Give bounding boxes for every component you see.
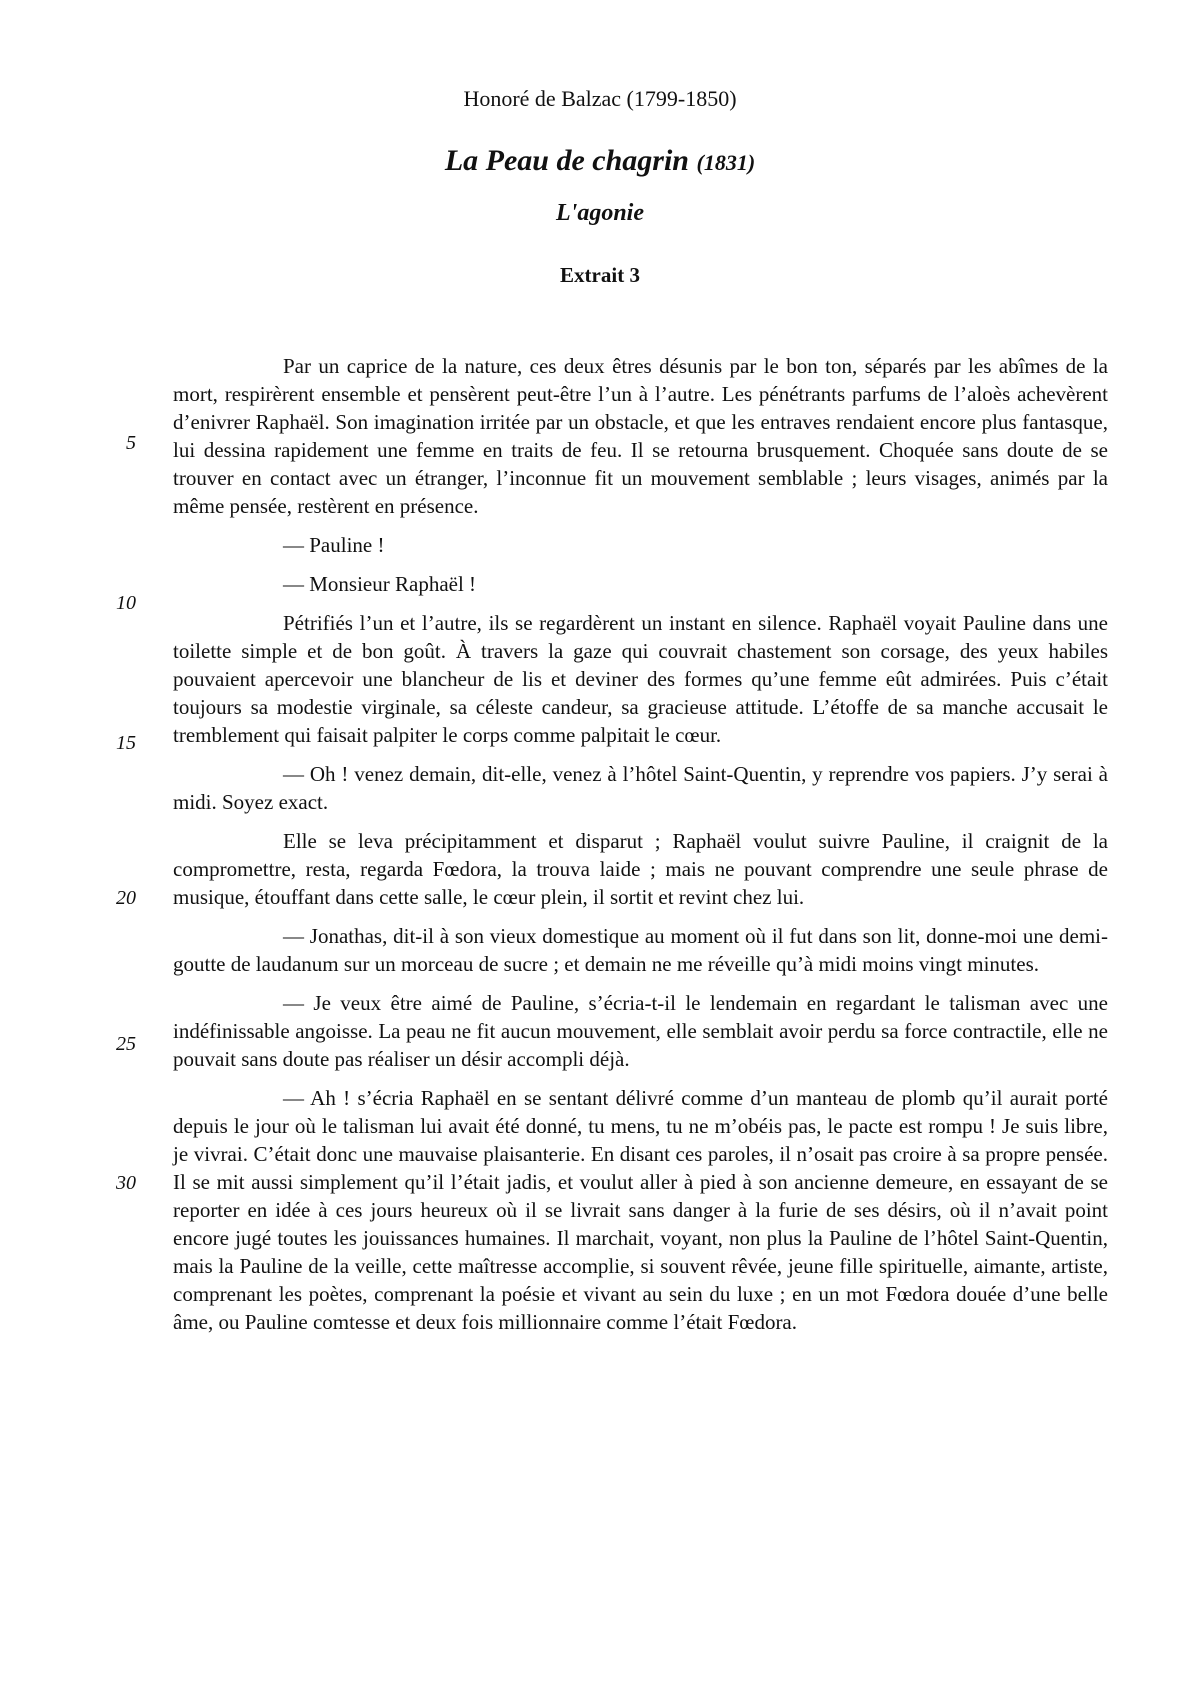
paragraph: Pétrifiés l’un et l’autre, ils se regardèrent un instant en silence. Raphaël voyait Pauline dans une toilette simple et de bon goût. À travers la gaze qui couvrait chastement son corsage, des yeux habiles pouvaient apercevoir une blancheur de lis et deviner des formes qu’une femme eût admirées. Puis c’était toujours sa modestie virginale, sa céleste candeur, sa gracieuse attitude. L’étoffe de sa manche accusait le tremblement qui faisait palpiter le corps comme palpitait le cœur.: [173, 611, 1108, 747]
paragraph: Elle se leva précipitamment et disparut ; Raphaël voulut suivre Pauline, il craignit de la compromettre, resta, regarda Fœdora, la trouva laide ; mais ne pouvant comprendre une seule phrase de musique, étouffant dans cette salle, le cœur plein, il sortit et revint chez lui.: [173, 829, 1108, 909]
extract-label: Extrait 3: [560, 263, 640, 287]
paragraph: — Je veux être aimé de Pauline, s’écria-t-il le lendemain en regardant le talisman avec une indéfinissable angoisse. La peau ne fit aucun mouvement, elle semblait avoir perdu sa force contractile, elle ne pouvait sans doute pas réaliser un désir accompli déjà.: [173, 991, 1108, 1071]
line-number-20: 20: [116, 887, 136, 909]
paragraph: — Jonathas, dit-il à son vieux domestique au moment où il fut dans son lit, donne-moi une demi-goutte de laudanum sur un morceau de sucre ; et demain ne me réveille qu’à midi moins vingt minutes.: [173, 924, 1108, 976]
title-year: (1831): [696, 150, 756, 175]
line-number-5: 5: [126, 432, 136, 454]
paragraph: — Pauline !: [283, 533, 385, 557]
title-text: La Peau de chagrin: [444, 144, 689, 177]
paragraph: — Ah ! s’écria Raphaël en se sentant délivré comme d’un manteau de plomb qu’il aurait porté depuis le jour où le talisman lui avait été donné, tu mens, tu ne m’obéis pas, le pacte est rompu ! Je suis libre, je vivrai. C’était donc une mauvaise plaisanterie. En disant ces paroles, il n’osait pas croire à sa propre pensée. Il se mit aussi simplement qu’il l’était jadis, et voulut aller à pied à son ancienne demeure, en essayant de se reporter en idée à ces jours heureux où il se livrait sans danger à la furie de ses désirs, où il n’avait point encore jugé toutes les jouissances humaines. Il marchait, voyant, non plus la Pauline de l’hôtel Saint-Quentin, mais la Pauline de la veille, cette maîtresse accomplie, si souvent rêvée, jeune fille spirituelle, aimante, artiste, comprenant les poètes, comprenant la poésie et vivant au sein du luxe ; en un mot Fœdora douée d’une belle âme, ou Pauline comtesse et deux fois millionnaire comme l’était Fœdora.: [173, 1086, 1108, 1334]
extract-body: [173, 352, 1108, 1347]
line-number-15: 15: [116, 732, 136, 754]
paragraph: — Oh ! venez demain, dit-elle, venez à l’hôtel Saint-Quentin, y reprendre vos papiers. J’y serai à midi. Soyez exact.: [173, 762, 1108, 814]
line-number-30: 30: [116, 1172, 136, 1194]
chapter-subtitle: L'agonie: [556, 200, 644, 226]
line-number-10: 10: [116, 592, 136, 614]
work-title: [0, 144, 1200, 178]
paragraph: Par un caprice de la nature, ces deux êtres désunis par le bon ton, séparés par les abîmes de la mort, respirèrent ensemble et pensèrent peut-être l’un à l’autre. Les pénétrants parfums de l’aloès achevèrent d’enivrer Raphaël. Son imagination irritée par un obstacle, et que les entraves rendaient encore plus fantasque, lui dessina rapidement une femme en traits de feu. Il se retourna brusquement. Choquée sans doute de se trouver en contact avec un étranger, l’inconnue fit un mouvement semblable ; leurs visages, animés par la même pensée, restèrent en présence.: [173, 354, 1108, 518]
line-number-25: 25: [116, 1033, 136, 1055]
paragraph: — Monsieur Raphaël !: [283, 572, 477, 596]
author-line: Honoré de Balzac (1799-1850): [463, 86, 737, 111]
